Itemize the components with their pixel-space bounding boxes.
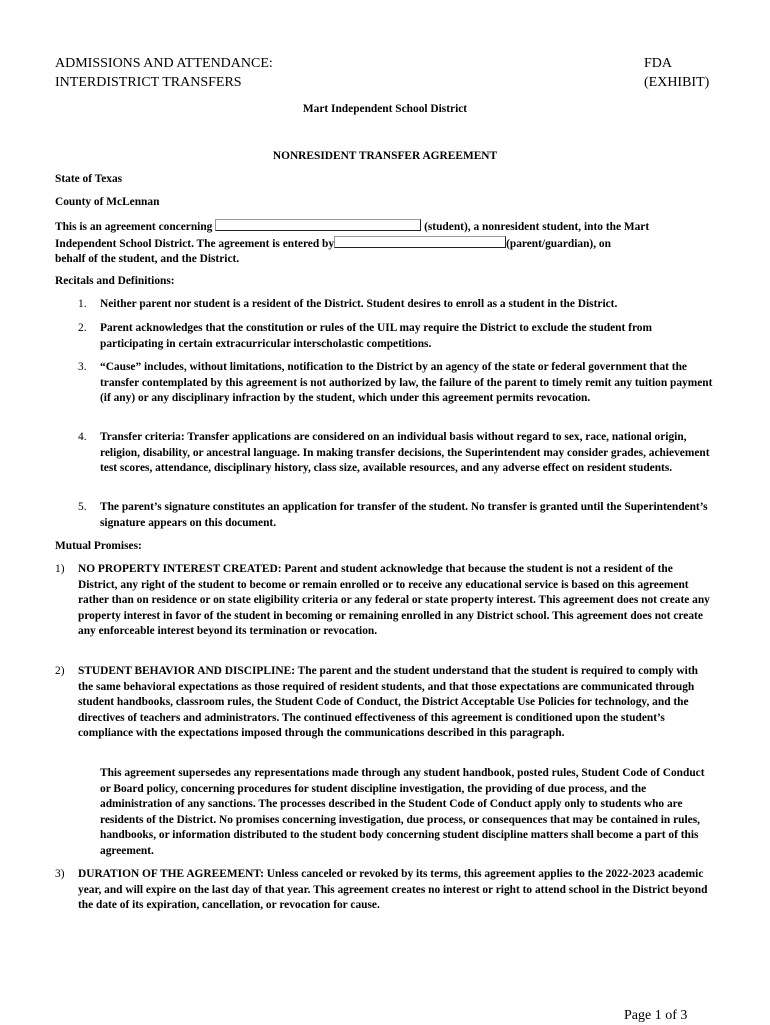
recital-item: [78, 321, 714, 352]
supersedes-paragraph: This agreement supersedes any representations made through any student handbook, posted rules, Student Code of Conduct or Board policy, concerning procedures for student discipline investigation, the providing of due process, and the administration of any sanctions. The processes described in the Student Code of Conduct apply only to students who are residents of the District. No promises concerning investigation, due process, or consequences that may be contained in rules, handbooks, or information distributed to the student body concerning student discipline matters shall become a part of this agreement.: [100, 767, 705, 857]
intro-text-2: (student), a nonresident student, into the Mart: [424, 221, 650, 233]
promise-item: [55, 562, 715, 640]
promise-item: [55, 867, 715, 914]
promise-text: STUDENT BEHAVIOR AND DISCIPLINE: The parent and the student understand that the student is required to comply with the same behavioral expectations as those required of resident students, and that those expectations are communicated through student handbooks, classroom rules, the Student Code of Conduct, the District Acceptable Use Policies for technology, and the directives of teachers and administrators. The continued effectiveness of this agreement is conditioned upon the student’s compliance with the expectations imposed through the communications described in this paragraph.: [78, 665, 698, 740]
intro-text-3: Independent School District. The agreement is entered by: [55, 237, 335, 250]
intro-paragraph: [55, 219, 715, 268]
promise-number: 1): [55, 563, 65, 575]
parent-guardian-field[interactable]: [334, 236, 506, 248]
recital-text: Neither parent nor student is a resident of the District. Student desires to enroll as a student in the District.: [100, 298, 618, 310]
recital-number: 3.: [78, 361, 87, 373]
promise-text: NO PROPERTY INTEREST CREATED: Parent and student acknowledge that because the student is not a resident of the District, any right of the student to become or remain enrolled or to receive any educational service is based on this agreement rather than on residence or on state eligibility criteria or any federal or state property interest. This agreement does not create any property interest in favor of the student in becoming or remaining enrolled in any District school. This agreement does not create any enforceable interest beyond its termination or revocation.: [78, 563, 710, 638]
promise-number: 3): [55, 868, 65, 880]
recital-number: 1.: [78, 298, 87, 310]
recital-text: The parent’s signature constitutes an application for transfer of the student. No transfer is granted until the Superintendent’s signature appears on this document.: [100, 501, 708, 529]
page-number: Page 1 of 3: [624, 1008, 688, 1023]
recital-item: [78, 360, 714, 407]
student-name-field[interactable]: [215, 219, 421, 231]
category-line-2: INTERDISTRICT TRANSFERS: [55, 75, 242, 90]
recital-item: [78, 297, 714, 313]
recital-item: [78, 500, 714, 531]
promise-text: DURATION OF THE AGREEMENT: Unless canceled or revoked by its terms, this agreement applies to the 2022-2023 academic year, and will expire on the last day of that year. This agreement creates no interest or right to attend school in the District beyond the date of its expiration, cancellation, or revocation for cause.: [78, 868, 708, 912]
recital-item: [78, 430, 714, 477]
agreement-title: NONRESIDENT TRANSFER AGREEMENT: [272, 150, 498, 162]
recital-number: 4.: [78, 431, 87, 443]
recitals-heading: Recitals and Definitions:: [55, 275, 175, 287]
intro-text-1: This is an agreement concerning: [55, 221, 213, 233]
promise-number: 2): [55, 665, 65, 677]
district-name: Mart Independent School District: [302, 103, 468, 115]
recital-number: 2.: [78, 322, 87, 334]
mutual-promises-heading: Mutual Promises:: [55, 540, 142, 552]
category-line-1: ADMISSIONS AND ATTENDANCE:: [55, 56, 273, 71]
recital-number: 5.: [78, 501, 87, 513]
document-code-header: [644, 54, 709, 92]
exhibit-label: (EXHIBIT): [644, 75, 710, 90]
recital-text: Parent acknowledges that the constitution or rules of the UIL may require the District to exclude the student from participating in certain extracurricular interscholastic competitions.: [100, 322, 652, 350]
policy-code: FDA: [644, 56, 673, 71]
promise-item: [55, 664, 715, 742]
county-line: County of McLennan: [55, 196, 160, 208]
intro-text-5: behalf of the student, and the District.: [55, 253, 240, 266]
intro-text-4: (parent/guardian), on: [506, 237, 611, 250]
recital-text: Transfer criteria: Transfer applications are considered on an individual basis without regard to sex, race, national origin, religion, disability, or ancestral language. In making transfer decisions, the Superintendent may consider grades, achievement test scores, attendance, disciplinary history, class size, available resources, and any adverse effect on resident students.: [100, 431, 710, 475]
document-category-header: [55, 54, 273, 92]
state-line: State of Texas: [55, 173, 123, 185]
recital-text: “Cause” includes, without limitations, notification to the District by an agency of the state or federal government that the transfer contemplated by this agreement is not authorized by law, the failure of the parent to timely remit any tuition payment (if any) or any disciplinary infraction by the student, which under this agreement permits revocation.: [100, 361, 713, 405]
